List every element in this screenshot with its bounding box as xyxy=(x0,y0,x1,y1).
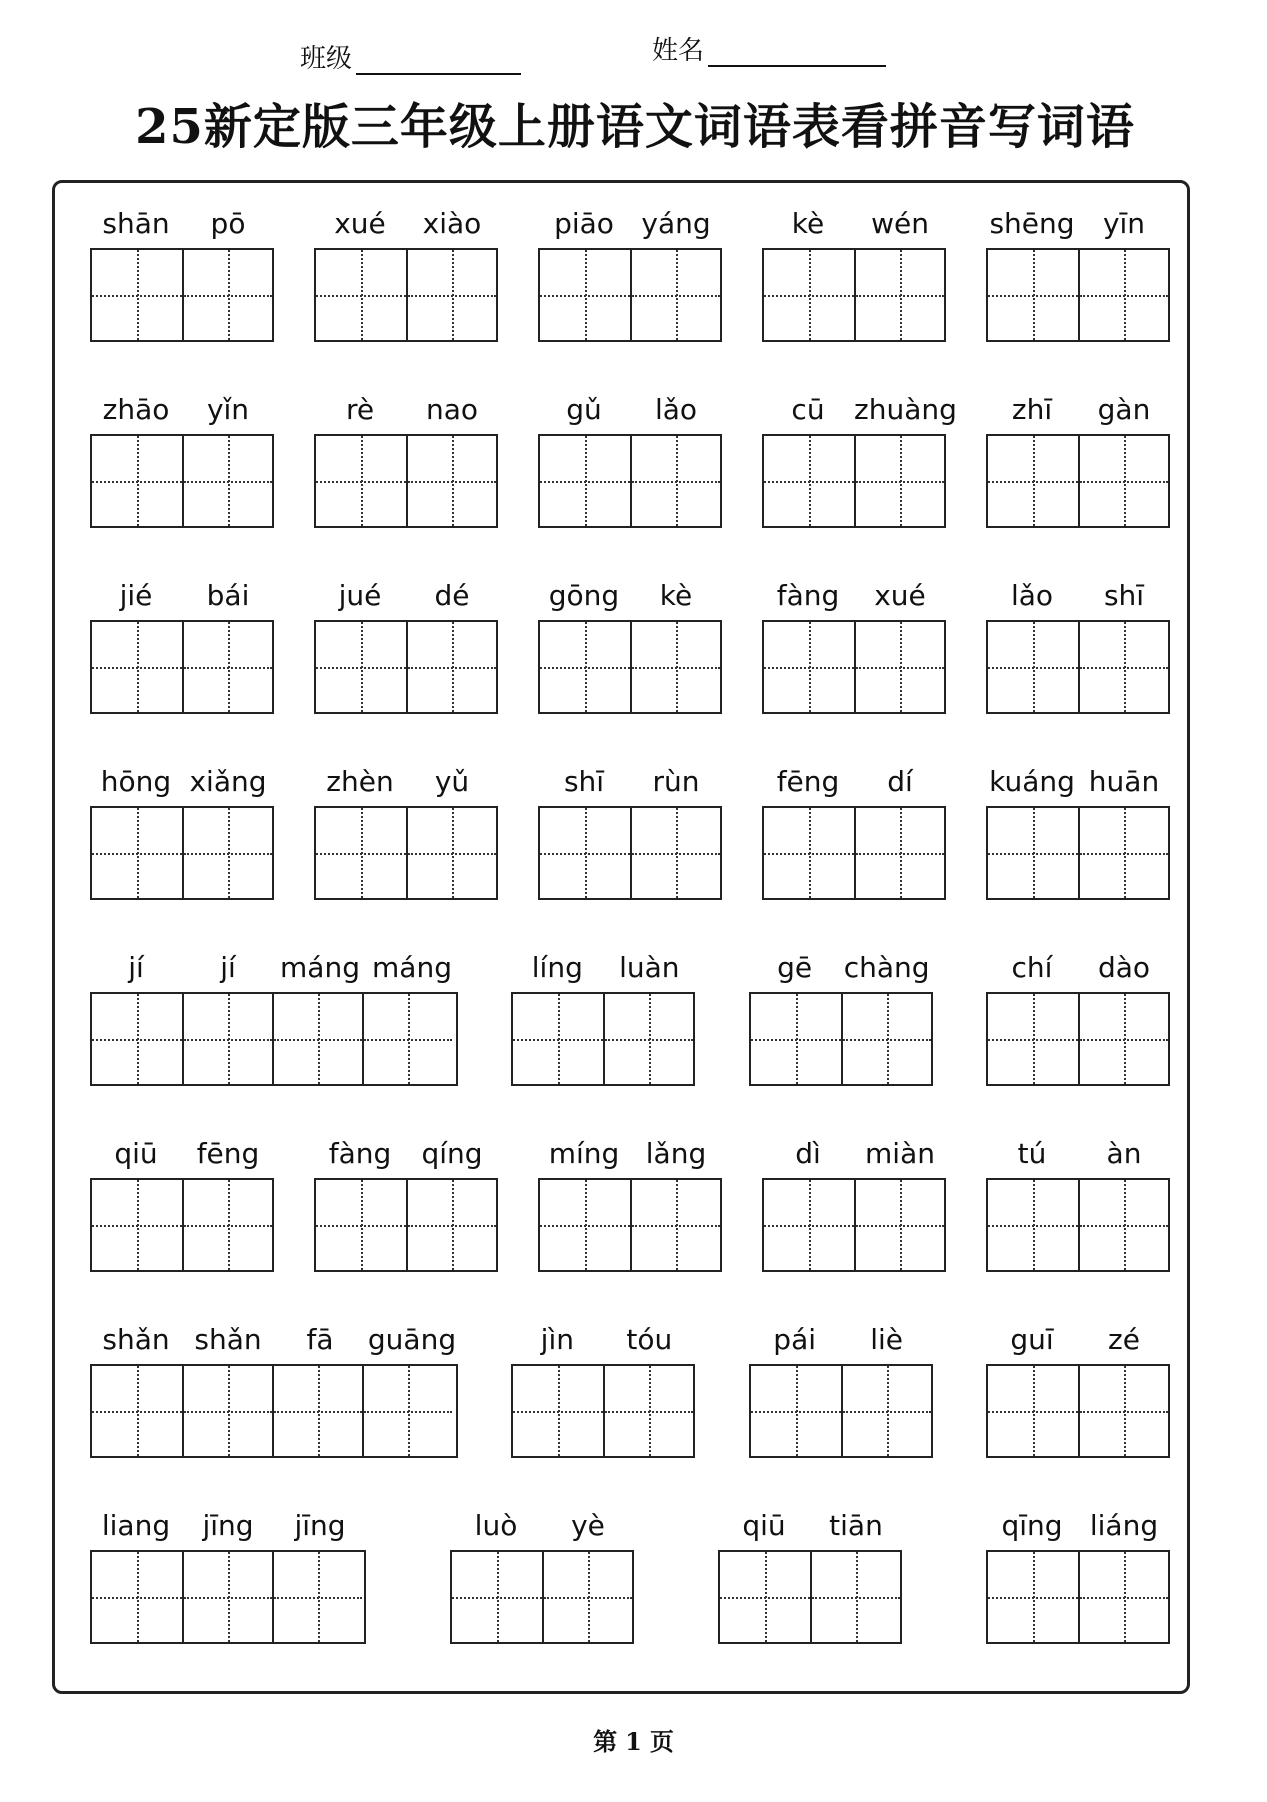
word-item xyxy=(314,192,498,342)
pinyin-syllable: xiǎng xyxy=(189,765,267,798)
writing-box xyxy=(762,1178,946,1272)
tianzige-cell[interactable] xyxy=(841,1366,931,1456)
page-footer xyxy=(0,1722,1267,1757)
pinyin-line xyxy=(986,564,1170,620)
word-item xyxy=(90,378,274,528)
pinyin-syllable: zhèn xyxy=(326,765,394,798)
word-item xyxy=(314,1122,498,1272)
writing-box xyxy=(314,806,498,900)
pinyin-syllable: miàn xyxy=(865,1137,935,1170)
tianzige-cell[interactable] xyxy=(513,994,603,1084)
tianzige-cell[interactable] xyxy=(1078,622,1168,712)
pinyin-line xyxy=(90,750,274,806)
tianzige-cell[interactable] xyxy=(1078,436,1168,526)
word-item xyxy=(762,192,946,342)
writing-box xyxy=(538,434,722,528)
pinyin-syllable: gē xyxy=(777,951,813,984)
word-grid xyxy=(90,192,1170,1680)
pinyin-syllable: shǎn xyxy=(194,1323,262,1356)
pinyin-syllable: qiū xyxy=(742,1509,786,1542)
word-item xyxy=(538,1122,722,1272)
tianzige-cell[interactable] xyxy=(542,1552,632,1642)
tianzige-cell[interactable] xyxy=(272,994,362,1084)
pinyin-syllable: yáng xyxy=(641,207,711,240)
tianzige-cell[interactable] xyxy=(406,1180,496,1270)
pinyin-syllable: rùn xyxy=(652,765,700,798)
pinyin-syllable: bái xyxy=(206,579,250,612)
tianzige-cell[interactable] xyxy=(988,1180,1078,1270)
word-item xyxy=(762,564,946,714)
pinyin-syllable: àn xyxy=(1106,1137,1142,1170)
pinyin-line xyxy=(762,564,946,620)
writing-box xyxy=(986,434,1170,528)
writing-box xyxy=(762,806,946,900)
pinyin-syllable: qīng xyxy=(1001,1509,1063,1542)
pinyin-syllable: fàng xyxy=(776,579,840,612)
writing-box xyxy=(90,992,458,1086)
word-item xyxy=(986,378,1170,528)
pinyin-syllable: luàn xyxy=(619,951,680,984)
pinyin-syllable: chàng xyxy=(843,951,930,984)
pinyin-syllable: líng xyxy=(531,951,583,984)
pinyin-syllable: shǎn xyxy=(102,1323,170,1356)
pinyin-line xyxy=(538,192,722,248)
word-row xyxy=(90,192,1170,378)
pinyin-syllable: huān xyxy=(1088,765,1160,798)
writing-box xyxy=(450,1550,634,1644)
tianzige-cell[interactable] xyxy=(603,1366,693,1456)
pinyin-line xyxy=(986,1122,1170,1178)
tianzige-cell[interactable] xyxy=(540,436,630,526)
pinyin-line xyxy=(718,1494,902,1550)
tianzige-cell[interactable] xyxy=(854,808,944,898)
word-item xyxy=(749,936,933,1086)
tianzige-cell[interactable] xyxy=(720,1552,810,1642)
tianzige-cell[interactable] xyxy=(854,436,944,526)
tianzige-cell[interactable] xyxy=(316,808,406,898)
tianzige-cell[interactable] xyxy=(406,622,496,712)
pinyin-syllable: yǔ xyxy=(434,765,470,798)
writing-box xyxy=(538,1178,722,1272)
tianzige-cell[interactable] xyxy=(92,1552,182,1642)
pinyin-syllable: tú xyxy=(1017,1137,1047,1170)
tianzige-cell[interactable] xyxy=(1078,808,1168,898)
writing-box xyxy=(986,1550,1170,1644)
writing-box xyxy=(314,1178,498,1272)
writing-box xyxy=(90,1178,274,1272)
pinyin-syllable: hōng xyxy=(100,765,172,798)
pinyin-syllable: fàng xyxy=(328,1137,392,1170)
pinyin-line xyxy=(450,1494,634,1550)
tianzige-cell[interactable] xyxy=(988,808,1078,898)
tianzige-cell[interactable] xyxy=(272,1552,362,1642)
tianzige-cell[interactable] xyxy=(988,1552,1078,1642)
tianzige-cell[interactable] xyxy=(182,436,272,526)
pinyin-syllable: chí xyxy=(1011,951,1053,984)
word-item xyxy=(538,378,722,528)
pinyin-line xyxy=(314,192,498,248)
pinyin-syllable: tóu xyxy=(626,1323,673,1356)
word-item xyxy=(986,1494,1170,1644)
tianzige-cell[interactable] xyxy=(92,1180,182,1270)
pinyin-syllable: zhī xyxy=(1011,393,1053,426)
pinyin-syllable: dí xyxy=(887,765,913,798)
pinyin-syllable: liang xyxy=(101,1509,171,1542)
pinyin-line xyxy=(90,192,274,248)
writing-box xyxy=(511,1364,695,1458)
word-row xyxy=(90,750,1170,936)
pinyin-line xyxy=(314,1122,498,1178)
tianzige-cell[interactable] xyxy=(854,1180,944,1270)
pinyin-syllable: shān xyxy=(102,207,170,240)
pinyin-syllable: gàn xyxy=(1097,393,1151,426)
tianzige-cell[interactable] xyxy=(406,250,496,340)
pinyin-syllable: dì xyxy=(795,1137,821,1170)
word-item xyxy=(538,750,722,900)
tianzige-cell[interactable] xyxy=(1078,1366,1168,1456)
tianzige-cell[interactable] xyxy=(764,808,854,898)
tianzige-cell[interactable] xyxy=(630,622,720,712)
tianzige-cell[interactable] xyxy=(92,622,182,712)
pinyin-syllable: jīng xyxy=(202,1509,254,1542)
tianzige-cell[interactable] xyxy=(513,1366,603,1456)
pinyin-line xyxy=(986,936,1170,992)
pinyin-syllable: kè xyxy=(791,207,825,240)
tianzige-cell[interactable] xyxy=(182,1552,272,1642)
tianzige-cell[interactable] xyxy=(540,250,630,340)
pinyin-syllable: wén xyxy=(871,207,929,240)
word-item xyxy=(986,1122,1170,1272)
word-row xyxy=(90,378,1170,564)
writing-box xyxy=(718,1550,902,1644)
word-item xyxy=(762,750,946,900)
pinyin-line xyxy=(314,378,498,434)
pinyin-syllable: jīng xyxy=(294,1509,346,1542)
pinyin-syllable: xué xyxy=(334,207,386,240)
word-item xyxy=(986,750,1170,900)
pinyin-syllable: gǔ xyxy=(566,393,602,426)
pinyin-line xyxy=(749,1308,933,1364)
tianzige-cell[interactable] xyxy=(182,622,272,712)
writing-box xyxy=(90,1364,458,1458)
word-item xyxy=(314,750,498,900)
word-row xyxy=(90,936,1170,1122)
writing-box xyxy=(986,992,1170,1086)
tianzige-cell[interactable] xyxy=(764,250,854,340)
pinyin-syllable: rè xyxy=(345,393,375,426)
pinyin-syllable: yīn xyxy=(1102,207,1146,240)
tianzige-cell[interactable] xyxy=(603,994,693,1084)
word-item xyxy=(538,564,722,714)
pinyin-syllable: shī xyxy=(1103,579,1145,612)
pinyin-line xyxy=(762,192,946,248)
word-row xyxy=(90,1494,1170,1680)
tianzige-cell[interactable] xyxy=(988,436,1078,526)
tianzige-cell[interactable] xyxy=(316,1180,406,1270)
pinyin-syllable: cū xyxy=(791,393,825,426)
word-item xyxy=(90,192,274,342)
pinyin-syllable: piāo xyxy=(554,207,614,240)
word-item xyxy=(90,750,274,900)
pinyin-line xyxy=(314,564,498,620)
writing-box xyxy=(314,434,498,528)
pinyin-syllable: xué xyxy=(874,579,926,612)
tianzige-cell[interactable] xyxy=(182,250,272,340)
tianzige-cell[interactable] xyxy=(92,808,182,898)
name-label: 姓名 xyxy=(652,36,705,66)
word-item xyxy=(749,1308,933,1458)
pinyin-line xyxy=(511,1308,695,1364)
tianzige-cell[interactable] xyxy=(452,1552,542,1642)
pinyin-line xyxy=(986,192,1170,248)
word-item xyxy=(986,1308,1170,1458)
footer-suffix: 页 xyxy=(649,1727,674,1756)
pinyin-syllable: guī xyxy=(1010,1323,1054,1356)
pinyin-syllable: zhāo xyxy=(102,393,170,426)
pinyin-syllable: dào xyxy=(1097,951,1151,984)
writing-box xyxy=(538,248,722,342)
tianzige-cell[interactable] xyxy=(540,1180,630,1270)
tianzige-cell[interactable] xyxy=(810,1552,900,1642)
pinyin-syllable: xiào xyxy=(422,207,482,240)
writing-box xyxy=(986,806,1170,900)
word-item xyxy=(314,564,498,714)
pinyin-line xyxy=(986,1494,1170,1550)
word-item xyxy=(450,1494,634,1644)
pinyin-syllable: pái xyxy=(773,1323,817,1356)
pinyin-line xyxy=(538,564,722,620)
word-item xyxy=(986,936,1170,1086)
writing-box xyxy=(986,1364,1170,1458)
word-item xyxy=(538,192,722,342)
pinyin-line xyxy=(538,750,722,806)
pinyin-line xyxy=(90,1122,274,1178)
writing-box xyxy=(986,248,1170,342)
pinyin-syllable: shēng xyxy=(989,207,1075,240)
writing-box xyxy=(749,1364,933,1458)
pinyin-syllable: lǎng xyxy=(645,1137,707,1170)
class-field xyxy=(300,38,521,75)
word-item xyxy=(511,1308,695,1458)
pinyin-line xyxy=(90,564,274,620)
pinyin-syllable: nao xyxy=(425,393,479,426)
tianzige-cell[interactable] xyxy=(854,250,944,340)
pinyin-syllable: gōng xyxy=(548,579,620,612)
tianzige-cell[interactable] xyxy=(182,1366,272,1456)
pinyin-syllable: liè xyxy=(870,1323,904,1356)
tianzige-cell[interactable] xyxy=(764,436,854,526)
pinyin-syllable: yǐn xyxy=(206,393,250,426)
tianzige-cell[interactable] xyxy=(1078,994,1168,1084)
tianzige-cell[interactable] xyxy=(751,994,841,1084)
writing-box xyxy=(986,1178,1170,1272)
pinyin-syllable: yè xyxy=(571,1509,605,1542)
pinyin-syllable: míng xyxy=(548,1137,620,1170)
writing-box xyxy=(90,248,274,342)
pinyin-line xyxy=(90,1308,458,1364)
tianzige-cell[interactable] xyxy=(1078,1180,1168,1270)
pinyin-syllable: lǎo xyxy=(654,393,698,426)
tianzige-cell[interactable] xyxy=(764,622,854,712)
tianzige-cell[interactable] xyxy=(764,1180,854,1270)
pinyin-syllable: jué xyxy=(338,579,382,612)
pinyin-syllable: lǎo xyxy=(1010,579,1054,612)
page-title: 25新定版三年级上册语文词语表看拼音写词语 xyxy=(135,99,1135,155)
word-item xyxy=(762,1122,946,1272)
header xyxy=(0,30,1267,80)
pinyin-line xyxy=(90,1494,366,1550)
tianzige-cell[interactable] xyxy=(92,250,182,340)
tianzige-cell[interactable] xyxy=(316,436,406,526)
writing-box xyxy=(90,806,274,900)
tianzige-cell[interactable] xyxy=(751,1366,841,1456)
pinyin-syllable: qíng xyxy=(421,1137,483,1170)
pinyin-syllable: qiū xyxy=(114,1137,158,1170)
pinyin-line xyxy=(762,1122,946,1178)
tianzige-cell[interactable] xyxy=(1078,1552,1168,1642)
tianzige-cell[interactable] xyxy=(630,808,720,898)
pinyin-line xyxy=(314,750,498,806)
tianzige-cell[interactable] xyxy=(182,994,272,1084)
writing-box xyxy=(762,620,946,714)
tianzige-cell[interactable] xyxy=(182,808,272,898)
tianzige-cell[interactable] xyxy=(316,250,406,340)
writing-box xyxy=(749,992,933,1086)
class-blank[interactable] xyxy=(356,45,521,75)
writing-box xyxy=(986,620,1170,714)
name-blank[interactable] xyxy=(708,37,886,67)
tianzige-cell[interactable] xyxy=(988,1366,1078,1456)
word-item xyxy=(90,564,274,714)
pinyin-syllable: fā xyxy=(306,1323,334,1356)
tianzige-cell[interactable] xyxy=(854,622,944,712)
pinyin-line xyxy=(986,378,1170,434)
tianzige-cell[interactable] xyxy=(92,1366,182,1456)
tianzige-cell[interactable] xyxy=(182,1180,272,1270)
tianzige-cell[interactable] xyxy=(630,1180,720,1270)
pinyin-syllable: dé xyxy=(434,579,470,612)
footer-prefix: 第 xyxy=(593,1727,618,1756)
pinyin-line xyxy=(986,1308,1170,1364)
pinyin-line xyxy=(762,750,946,806)
writing-box xyxy=(90,434,274,528)
tianzige-cell[interactable] xyxy=(630,436,720,526)
pinyin-syllable: fēng xyxy=(196,1137,260,1170)
pinyin-syllable: guāng xyxy=(367,1323,457,1356)
pinyin-syllable: pō xyxy=(210,207,246,240)
tianzige-cell[interactable] xyxy=(92,994,182,1084)
word-item xyxy=(511,936,695,1086)
tianzige-cell[interactable] xyxy=(540,808,630,898)
writing-box xyxy=(90,1550,366,1644)
tianzige-cell[interactable] xyxy=(406,436,496,526)
pinyin-line xyxy=(749,936,933,992)
pinyin-syllable: zé xyxy=(1108,1323,1140,1356)
pinyin-syllable: máng xyxy=(372,951,452,984)
tianzige-cell[interactable] xyxy=(406,808,496,898)
pinyin-syllable: zhuàng xyxy=(854,393,957,426)
writing-box xyxy=(538,620,722,714)
tianzige-cell[interactable] xyxy=(630,250,720,340)
pinyin-syllable: jìn xyxy=(540,1323,574,1356)
pinyin-syllable: kuáng xyxy=(989,765,1075,798)
pinyin-line xyxy=(511,936,695,992)
tianzige-cell[interactable] xyxy=(841,994,931,1084)
tianzige-cell[interactable] xyxy=(362,994,452,1084)
word-item xyxy=(718,1494,902,1644)
writing-box xyxy=(314,248,498,342)
word-item xyxy=(986,564,1170,714)
word-row xyxy=(90,564,1170,750)
tianzige-cell[interactable] xyxy=(988,622,1078,712)
writing-box xyxy=(762,248,946,342)
tianzige-cell[interactable] xyxy=(1078,250,1168,340)
pinyin-line xyxy=(762,378,957,434)
writing-box xyxy=(538,806,722,900)
pinyin-syllable: fēng xyxy=(776,765,840,798)
writing-box xyxy=(90,620,274,714)
pinyin-syllable: máng xyxy=(280,951,360,984)
word-row xyxy=(90,1122,1170,1308)
word-row xyxy=(90,1308,1170,1494)
class-label: 班级 xyxy=(300,44,353,74)
word-item xyxy=(90,1122,274,1272)
pinyin-line xyxy=(90,936,458,992)
tianzige-cell[interactable] xyxy=(988,250,1078,340)
tianzige-cell[interactable] xyxy=(92,436,182,526)
pinyin-syllable: jí xyxy=(220,951,236,984)
writing-box xyxy=(511,992,695,1086)
pinyin-syllable: liáng xyxy=(1089,1509,1159,1542)
tianzige-cell[interactable] xyxy=(988,994,1078,1084)
tianzige-cell[interactable] xyxy=(316,622,406,712)
pinyin-line xyxy=(986,750,1170,806)
word-item xyxy=(90,1308,458,1458)
pinyin-syllable: luò xyxy=(474,1509,518,1542)
writing-box xyxy=(314,620,498,714)
word-item xyxy=(90,936,458,1086)
tianzige-cell[interactable] xyxy=(272,1366,362,1456)
pinyin-line xyxy=(538,378,722,434)
writing-box xyxy=(762,434,946,528)
word-item xyxy=(90,1494,366,1644)
pinyin-syllable: tiān xyxy=(829,1509,883,1542)
page-number: 1 xyxy=(625,1727,642,1756)
tianzige-cell[interactable] xyxy=(540,622,630,712)
pinyin-line xyxy=(538,1122,722,1178)
pinyin-syllable: shī xyxy=(563,765,605,798)
tianzige-cell[interactable] xyxy=(362,1366,452,1456)
pinyin-line xyxy=(90,378,274,434)
word-item xyxy=(314,378,498,528)
word-item xyxy=(762,378,957,528)
word-item xyxy=(986,192,1170,342)
pinyin-syllable: kè xyxy=(659,579,693,612)
name-field xyxy=(652,30,886,67)
pinyin-syllable: jié xyxy=(119,579,153,612)
pinyin-syllable: jí xyxy=(128,951,144,984)
